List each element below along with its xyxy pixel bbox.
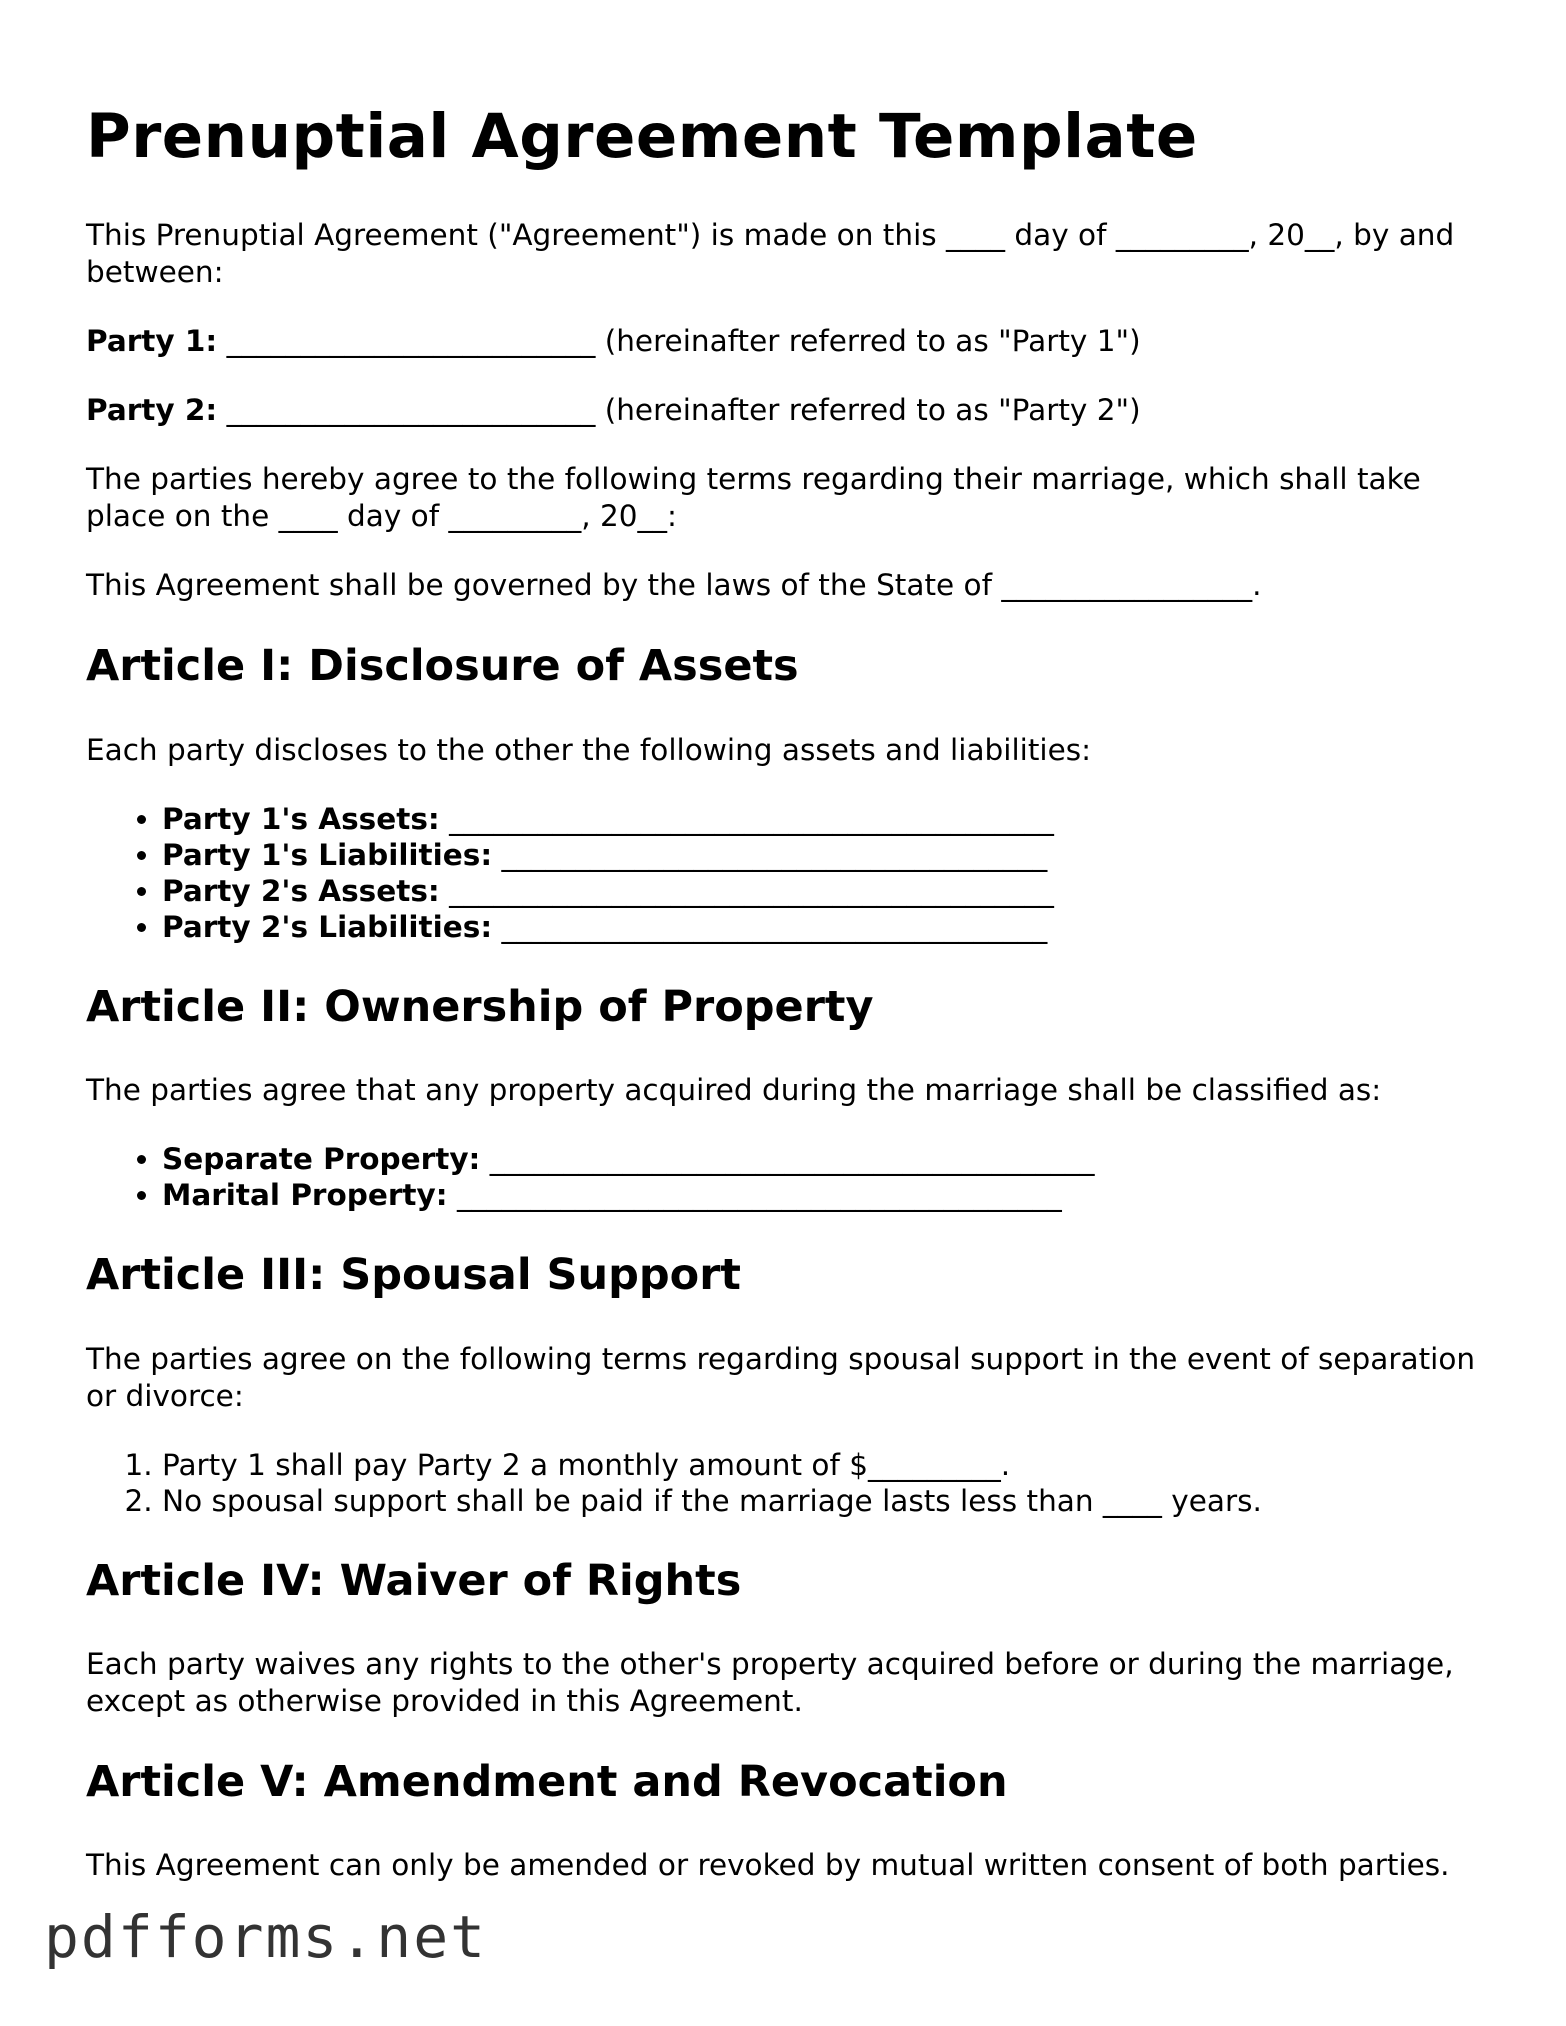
article-5-text: This Agreement can only be amended or revoked by mutual written consent of both parties. [86,1848,1450,1883]
list-item-blank: _________________________________________ [439,801,1054,836]
party-2-label: Party 2: [86,393,218,428]
list-item-label: Separate Property: [162,1142,481,1177]
article-4-heading: Article IV: Waiver of Rights [86,1555,742,1606]
article-3-heading: Article III: Spousal Support [86,1250,741,1301]
party-1-label: Party 1: [86,324,218,359]
list-item-label: Party 2's Assets: [162,873,440,908]
terms-paragraph: The parties hereby agree to the following terms regarding their marriage, which shall take place on the ____ day of _________, 20__: [86,462,1421,534]
list-item-label: Marital Property: [162,1178,448,1213]
list-item-blank: _________________________________________ [447,1178,1062,1213]
list-item [162,1177,1486,1213]
list-item-blank: _____________________________________ [492,909,1048,944]
article-3-text: The parties agree on the following terms regarding spousal support in the event of separation or divorce: [86,1341,1476,1413]
list-item-label: Party 2's Liabilities: [162,909,493,944]
list-item-label: Party 1's Assets: [162,801,440,836]
list-item [162,1141,1486,1177]
list-item: 2. No spousal support shall be paid if the marriage lasts less than ____ years. [162,1483,1486,1519]
list-item-blank: _________________________________________ [480,1142,1095,1177]
party-2-blank: _________________________ (hereinafter referred to as "Party 2") [217,393,1141,428]
article-1-heading: Article I: Disclosure of Assets [86,641,799,692]
watermark: pdfforms.net [44,1903,488,1971]
list-item-label: Party 1's Liabilities: [162,837,493,872]
article-5-heading: Article V: Amendment and Revocation [86,1756,1008,1807]
governing-law-paragraph: This Agreement shall be governed by the laws of the State of _________________. [86,568,1262,603]
list-item [162,837,1486,873]
article-3-list [86,1447,1486,1519]
intro-paragraph: This Prenuptial Agreement ("Agreement") is made on this ____ day of _________, 20__, by and between: [86,218,1455,290]
party-1-line [86,323,1486,360]
document-page [86,100,1486,1916]
article-2-heading: Article II: Ownership of Property [86,981,874,1032]
list-item-blank: _____________________________________ [492,837,1048,872]
article-1-text: Each party discloses to the other the following assets and liabilities: [86,732,1092,767]
article-4-text: Each party waives any rights to the other's property acquired before or during the marriage, except as otherwise provided in this Agreement. [86,1646,1454,1718]
page-title: Prenuptial Agreement Template [86,101,1198,172]
party-2-line [86,392,1486,429]
party-1-blank: _________________________ (hereinafter referred to as "Party 1") [217,324,1141,359]
list-item [162,873,1486,909]
article-2-list [86,1141,1486,1213]
article-1-list [86,801,1486,945]
article-2-text: The parties agree that any property acquired during the marriage shall be classified as: [86,1073,1382,1108]
list-item [162,909,1486,945]
list-item [162,801,1486,837]
list-item-blank: _________________________________________ [439,873,1054,908]
list-item: 1. Party 1 shall pay Party 2 a monthly amount of $_________. [162,1447,1486,1483]
